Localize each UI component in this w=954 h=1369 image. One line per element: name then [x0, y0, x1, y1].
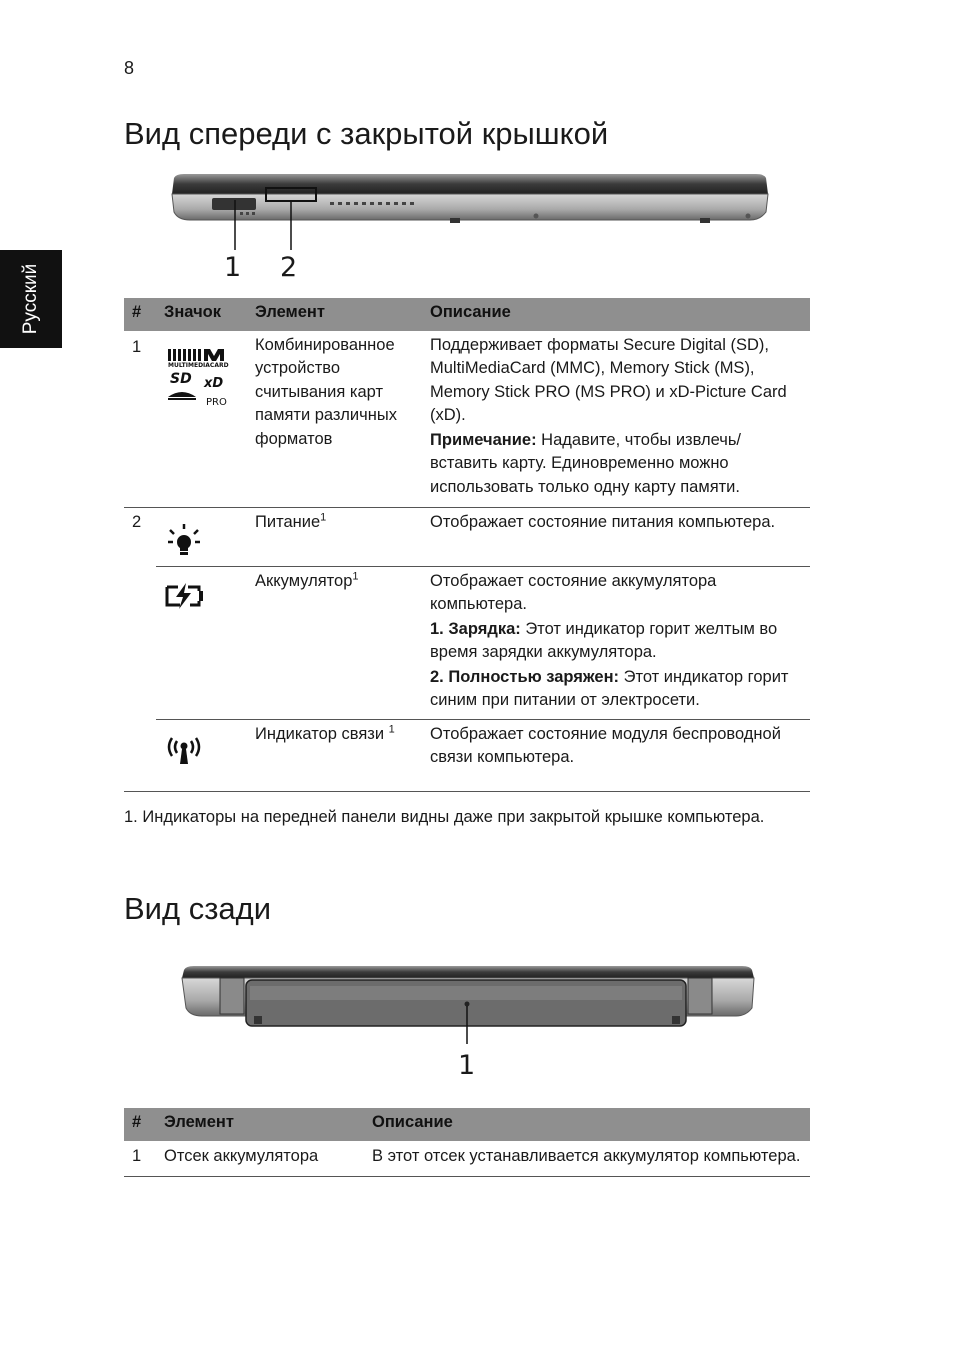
language-label: Русский [20, 263, 41, 335]
language-side-tab [0, 250, 62, 348]
footnote: 1. Индикаторы на передней панели видны даже при закрытой крышке компьютера. [124, 808, 765, 826]
description-battery-bay: В этот отсек устанавливается аккумулятор компьютера. [372, 1146, 801, 1165]
note-label: Примечание: [430, 430, 537, 449]
page-number: 8 [124, 58, 135, 78]
description-power: Отображает состояние питания компьютера. [422, 508, 810, 567]
laptop-rear-illustration [180, 964, 760, 1044]
row-num: 1 [132, 1146, 142, 1165]
footnote-ref: 1 [388, 723, 395, 735]
element-battery-bay: Отсек аккумулятора [164, 1146, 319, 1165]
table-header-row [124, 298, 810, 331]
element-wireless: Индикатор связи [255, 724, 389, 743]
card-reader-icon [164, 345, 230, 409]
description-card-reader: Поддерживает форматы Secure Digital (SD), MultiMediaCard (MMC), Memory Stick (MS), Memory Stick PRO (MS PRO) и xD-Picture Card (xD). [430, 335, 787, 424]
front-view-title: Вид спереди с закрытой крышкой [124, 116, 609, 151]
footnote-ref: 1 [352, 570, 359, 582]
front-callout-2: 2 [280, 252, 298, 283]
table-row [124, 566, 810, 719]
battery-full-item [430, 666, 802, 713]
element-card-reader: Комбинированное устройство считывания карт памяти различных форматов [255, 335, 397, 448]
rear-callout-1: 1 [458, 1050, 476, 1081]
wireless-indicator-icon [164, 732, 204, 766]
header-icon: Значок [156, 298, 247, 331]
charging-label: 1. Зарядка: [430, 619, 521, 638]
xd-logo-text: xD [204, 375, 224, 391]
element-power: Питание [255, 513, 321, 531]
battery-charging-item [430, 618, 802, 665]
rear-view-title: Вид сзади [124, 891, 272, 926]
pro-logo-text: PRO [206, 396, 227, 408]
table-header-row [124, 1108, 810, 1141]
table-row [124, 508, 810, 567]
mmc-logo-text: MULTIMEDIACARD [168, 361, 229, 369]
power-indicator-icon [164, 522, 204, 558]
table-row [124, 331, 810, 508]
row-num: 1 [132, 337, 142, 356]
rear-components-table [124, 1108, 810, 1177]
battery-indicator-icon [164, 581, 204, 611]
header-element: Элемент [156, 1108, 364, 1141]
header-description: Описание [422, 298, 810, 331]
table-row [124, 1141, 810, 1177]
full-text: Этот индикатор горит синим при питании от электросети. [430, 667, 789, 709]
description-wireless: Отображает состояние модуля беспроводной связи компьютера. [430, 724, 781, 766]
laptop-front-illustration [160, 170, 780, 290]
header-num: # [124, 1108, 156, 1141]
header-element: Элемент [247, 298, 422, 331]
note-text: Надавите, чтобы извлечь/ вставить карту. Единовременно можно использовать только одну карту памяти. [430, 430, 742, 496]
row-num: 2 [132, 513, 142, 531]
charging-text: Этот индикатор горит желтым во время зарядки аккумулятора. [430, 619, 778, 661]
sd-logo-text: SD [170, 370, 192, 387]
header-num: # [124, 298, 156, 331]
note-card-reader [430, 429, 802, 500]
footnote-ref: 1 [320, 511, 327, 524]
front-components-table [124, 298, 810, 792]
table-row [124, 719, 810, 791]
full-label: 2. Полностью заряжен: [430, 667, 620, 686]
header-description: Описание [364, 1108, 810, 1141]
description-battery: Отображает состояние аккумулятора компьютера. [430, 571, 717, 613]
front-callout-1: 1 [224, 252, 242, 283]
element-battery: Аккумулятор [255, 571, 353, 590]
